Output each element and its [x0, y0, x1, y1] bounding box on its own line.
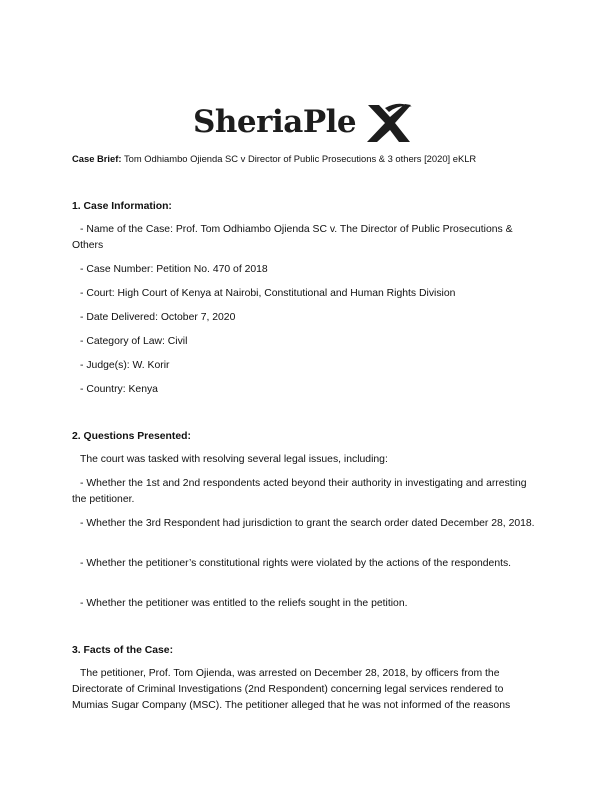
section-heading-questions-presented: 2. Questions Presented:	[72, 431, 191, 442]
case-info-judge: - Judge(s): W. Korir	[80, 360, 170, 371]
questions-intro: The court was tasked with resolving several legal issues, including:	[80, 454, 388, 465]
section-heading-facts: 3. Facts of the Case:	[72, 645, 174, 656]
case-brief-line	[72, 152, 476, 166]
question-item: - Whether the petitioner was entitled to the reliefs sought in the petition.	[80, 598, 408, 609]
case-info-name: - Name of the Case: Prof. Tom Odhiambo Ojienda SC v. The Director of Public Prosecutions & Others	[72, 224, 513, 251]
case-info-date: - Date Delivered: October 7, 2020	[80, 312, 236, 323]
case-brief-title: Tom Odhiambo Ojienda SC v Director of Public Prosecutions & 3 others [2020] eKLR	[123, 153, 477, 164]
case-info-number: - Case Number: Petition No. 470 of 2018	[80, 264, 268, 275]
facts-paragraph: The petitioner, Prof. Tom Ojienda, was arrested on December 28, 2018, by officers from the Directorate of Criminal Investigations (2nd Respondent) concerning legal services rendered to Mumias Sugar Company (MSC). The petitioner alleged that he was not informed of the reasons	[72, 668, 511, 711]
section-heading-case-information: 1. Case Information:	[72, 201, 172, 212]
sheriaplex-logo	[193, 100, 423, 148]
question-item: - Whether the 1st and 2nd respondents acted beyond their authority in investigating and arresting the petitioner.	[72, 478, 527, 505]
case-info-category: - Category of Law: Civil	[80, 336, 188, 347]
question-item: - Whether the 3rd Respondent had jurisdiction to grant the search order dated December 28, 2018.	[80, 518, 535, 529]
question-item: - Whether the petitioner’s constitutional rights were violated by the actions of the respondents.	[80, 558, 512, 569]
logo-x-mark-icon	[365, 102, 413, 144]
case-info-court: - Court: High Court of Kenya at Nairobi, Constitutional and Human Rights Division	[80, 288, 456, 299]
case-brief-label: Case Brief:	[72, 153, 122, 164]
logo-wordmark: SheriaPle	[193, 104, 357, 140]
case-info-country: - Country: Kenya	[80, 384, 158, 395]
